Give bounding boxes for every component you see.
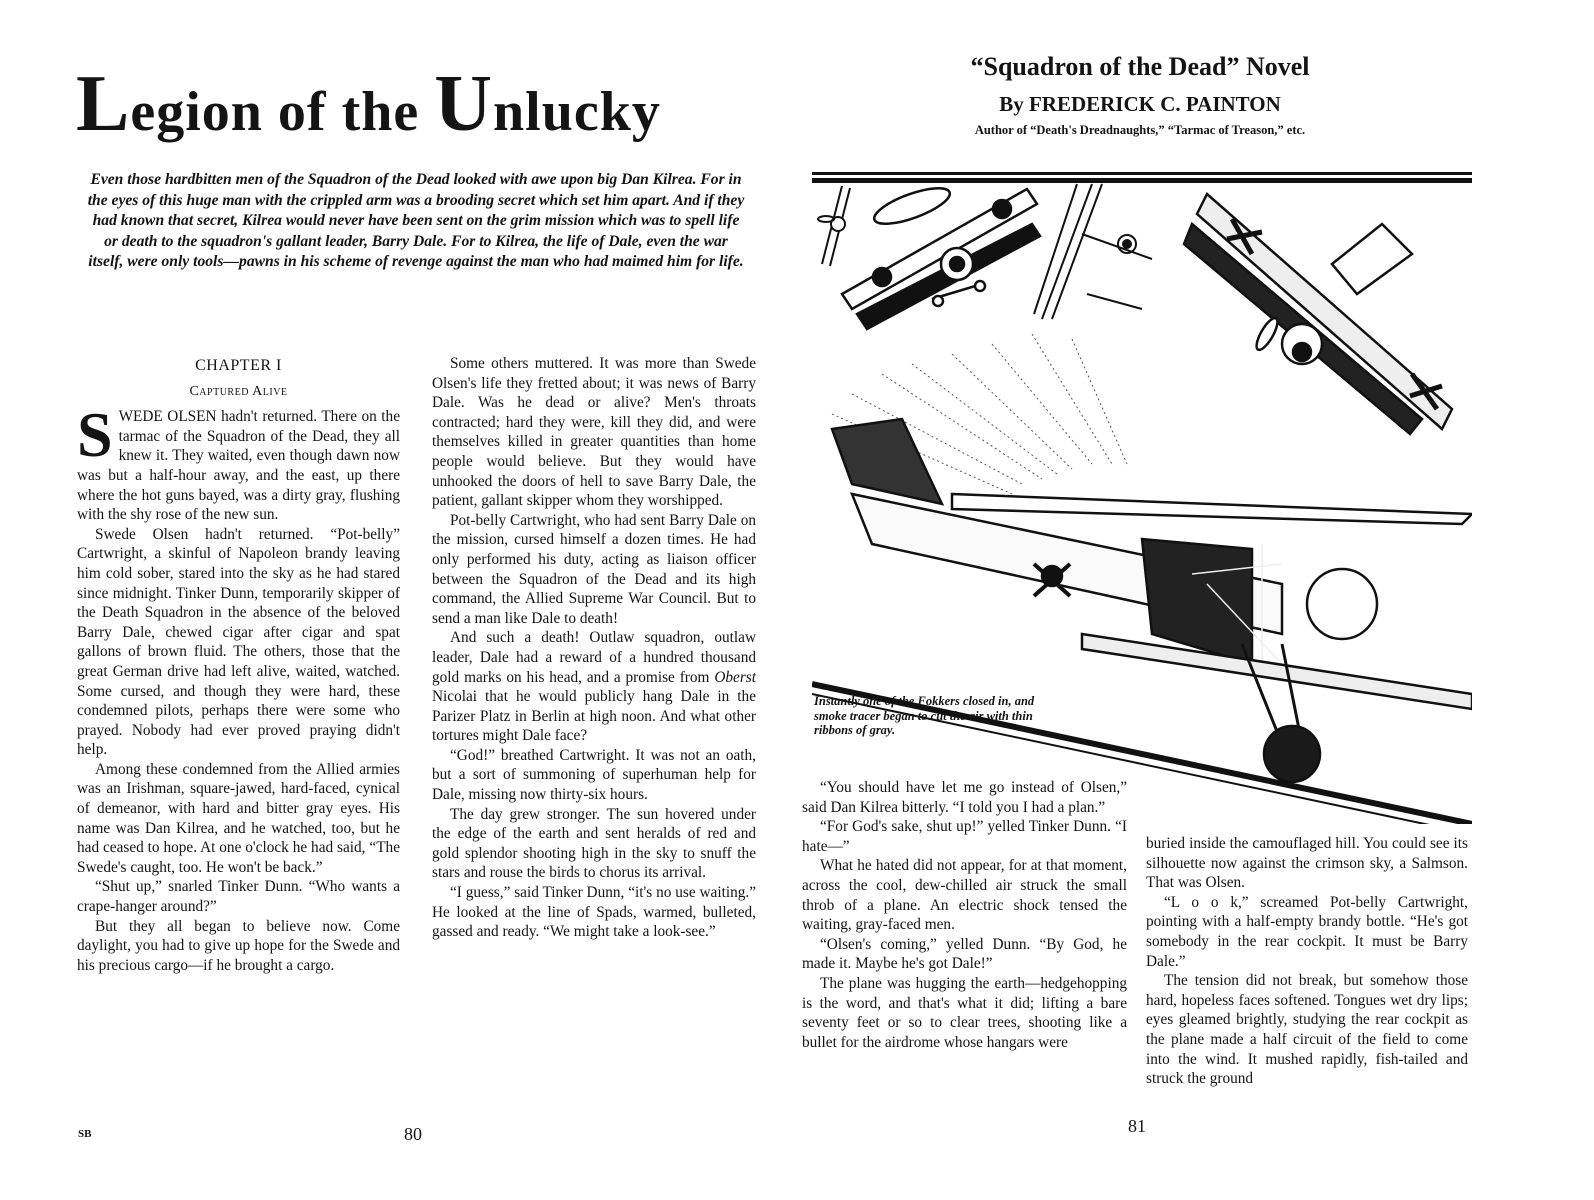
paragraph: The plane was hugging the earth—hedgehopping is the word, and that's what it did; lifting a bare seventy feet or so to clear trees, shooting like a bullet for the airdrome whose hangars were — [802, 974, 1127, 1051]
paragraph — [77, 399, 400, 525]
paragraph: buried inside the camouflaged hill. You could see its silhouette now against the crimson sky, a Salmson. That was Olsen. — [1146, 835, 1468, 892]
paragraph: But they all began to believe now. Come daylight, you had to give up hope for the Swede and his precious cargo—if he brought a cargo. — [77, 917, 400, 974]
folio-mark: SB — [78, 1128, 92, 1140]
biplane-small-middle — [1034, 184, 1152, 319]
right-page-header — [900, 52, 1380, 138]
series-title: “Squadron of the Dead” Novel — [970, 52, 1310, 81]
paragraph: “L o o k,” screamed Pot-belly Cartwright, pointing with a half-empty brandy bottle. “He's got somebody in the rear cockpit. It must be Barry Dale.” — [1146, 893, 1468, 970]
chapter-title: Captured Alive — [189, 383, 288, 399]
paragraph: “Olsen's coming,” yelled Dunn. “By God, he made it. Maybe he's got Dale!” — [802, 935, 1127, 973]
paragraph: And such a death! Outlaw squadron, outlaw leader, Dale had a reward of a hundred thousand gold marks on his head, and a promise from Oberst Nicolai that he would publicly hang Dale in the Parizer Platz in Berlin at high noon. And what other tortures might Dale face? — [432, 629, 756, 745]
biplane-german-cross — [1184, 194, 1452, 434]
paragraph: “God!” breathed Cartwright. It was not an oath, but a sort of summoning of superhuman help for Dale, missing now thirty-six hours. — [432, 746, 756, 804]
biplane-roundel — [842, 181, 1040, 329]
title-initial-l: L — [76, 60, 131, 148]
title-text-a: egion of the — [130, 81, 435, 143]
paragraph: The tension did not break, but somehow those hard, hopeless faces softened. Tongues wet dry lips; eyes gleamed brightly, studying the rear cockpit as the plane made a half circuit of the field to come into the wind. It mushed rapidly, fish-tailed and struck the ground — [1146, 972, 1468, 1088]
column-a — [77, 356, 400, 975]
paragraph: Pot-belly Cartwright, who had sent Barry Dale on the mission, cursed himself a dozen times. He had only performed his duty, acting as liaison officer between the Squadron of the Dead and its high command, the Allied Supreme War Council. But to send a man like Dale to death! — [432, 511, 756, 627]
chapter-heading: CHAPTER I — [195, 357, 282, 374]
column-c — [802, 778, 1127, 1052]
paragraph: Swede Olsen hadn't returned. “Pot-belly” Cartwright, a skinful of Napoleon brandy leaving him cold sober, stared into the sky as he had stared since midnight. Tinker Dunn, temporarily skipper of the Death Squadron in the absence of the beloved Barry Dale, chewed cigar after cigar and spat gallons of brown fluid. The others, those that the great German drive had left alive, waited, watched. Some cursed, and though they were hard, these condemned pilots, perhaps there were some who prayed. Nobody had ever proved praying didn't help. — [77, 525, 400, 759]
paragraph: “You should have let me go instead of Olsen,” said Dan Kilrea bitterly. “I told you I had a plan.” — [802, 779, 1127, 816]
frame-rule-top-thick — [812, 178, 1472, 183]
column-d — [1146, 834, 1468, 1089]
drop-cap: S — [77, 399, 113, 471]
frame-rule-top — [812, 172, 1472, 175]
paragraph: “Shut up,” snarled Tinker Dunn. “Who wants a crape-hanger around?” — [77, 878, 400, 916]
story-title — [76, 60, 756, 148]
byline: By FREDERICK C. PAINTON — [999, 92, 1281, 116]
biplane-small-left — [818, 186, 850, 266]
page-number-right: 81 — [1128, 1116, 1146, 1136]
paragraph: “For God's sake, shut up!” yelled Tinker Dunn. “I hate—” — [802, 818, 1127, 855]
title-text-b: nlucky — [493, 81, 661, 143]
title-initial-u: U — [434, 60, 493, 148]
paragraph: Some others muttered. It was more than Swede Olsen's life they fretted about; it was news of Barry Dale. Was he dead or alive? Men's throats contracted; hard they were, kill they did, and were themselves killed in greater quantities than home people would believe. But they would have unhooked the doors of hell to save Barry Dale, the patient, gallant skipper whom they worshipped. — [432, 355, 756, 510]
paragraph: “I guess,” said Tinker Dunn, “it's no use waiting.” He looked at the line of Spads, warmed, bulleted, gassed and ready. “We might take a look-see.” — [432, 884, 756, 941]
illustration-caption: Instantly one of the Fokkers closed in, and smoke tracer began to cut the air with thin ribbons of gray. — [814, 694, 1035, 737]
author-note: Author of “Death's Dreadnaughts,” “Tarmac of Treason,” etc. — [974, 123, 1306, 137]
paragraph: Among these condemned from the Allied armies was an Irishman, square-jawed, hard-faced, cynical of demeanor, with hard and bitter gray eyes. His name was Dan Kilrea, and he watched, too, but he had ceased to hope. At one o'clock he had said, “The Swede's caught, too. He won't be back.” — [77, 760, 400, 876]
page-number-left: 80 — [404, 1124, 422, 1144]
paragraph: What he hated did not appear, for at that moment, across the cool, dew-chilled air struck the small throb of a plane. An electric shock tensed the waiting, gray-faced men. — [802, 857, 1127, 934]
intro-blurb: Even those hardbitten men of the Squadron of the Dead looked with awe upon big Dan Kilrea. For in the eyes of this huge man with the crippled arm was a brooding secret which set him apart. And if they had known that secret, Kilrea would never have been sent on the grim mission which was to spell life or death to the squadron's gallant leader, Barry Dale. For to Kilrea, the life of Dale, even the war itself, were only tools—pawns in his scheme of revenge against the man who had maimed him for life. — [87, 171, 745, 271]
column-b — [432, 354, 756, 942]
paragraph: The day grew stronger. The sun hovered under the edge of the earth and sent heralds of red and gold splendor shooting high in the sky to snuff the stars and rouse the birds to chorus its arrival. — [432, 805, 756, 882]
paragraph-text: WEDE OLSEN hadn't returned. There on the tarmac of the Squadron of the Dead, they all knew it. They waited, even though dawn now was but a half-hour away, and the east, up there where the hot guns bayed, was a dirty gray, flushing with the shy rose of the new sun. — [77, 408, 400, 524]
italic-term: Oberst — [714, 668, 756, 686]
